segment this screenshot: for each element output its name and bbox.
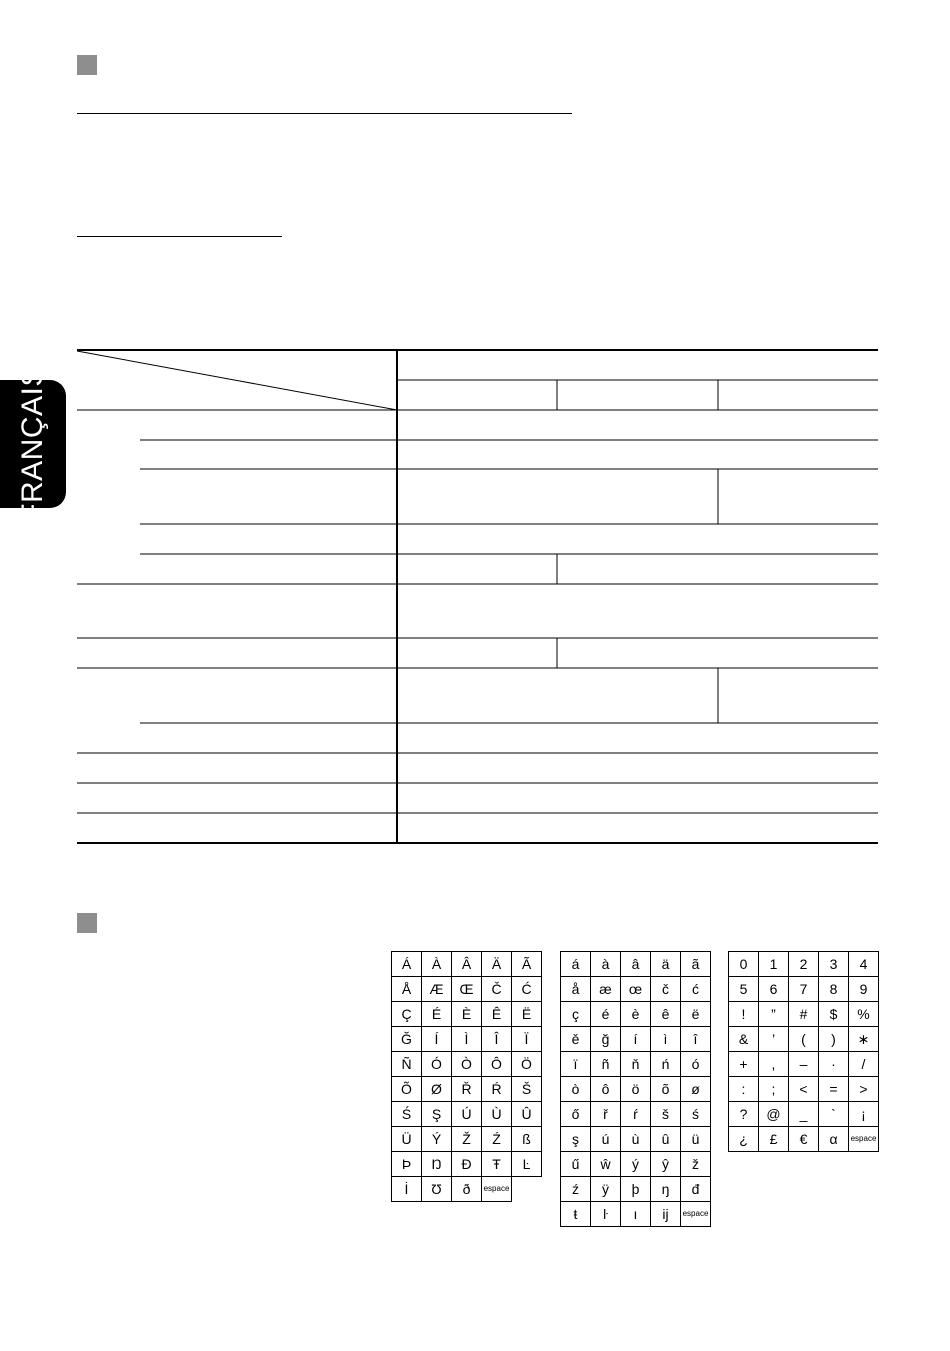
char-cell: ı [621,1202,651,1227]
char-cell: ” [759,1002,789,1027]
char-cell: å [561,977,591,1002]
char-cell: 4 [849,952,879,977]
char-cell: Ì [452,1027,482,1052]
char-cell: ã [681,952,711,977]
char-cell: Ø [422,1077,452,1102]
char-cell: î [681,1027,711,1052]
char-cell: đ [681,1177,711,1202]
char-row [392,977,542,1002]
char-cell: % [849,1002,879,1027]
char-cell: ğ [591,1027,621,1052]
char-row [729,1077,879,1102]
char-cell: Ŋ [422,1152,452,1177]
space-cell: espace [482,1177,512,1202]
char-cell: ŀ [591,1202,621,1227]
char-cell: ? [729,1102,759,1127]
char-row [561,1027,711,1052]
char-cell: Ò [452,1052,482,1077]
char-cell: ě [561,1027,591,1052]
char-cell: ú [591,1127,621,1152]
char-cell: Ŧ [482,1152,512,1177]
char-row [392,1027,542,1052]
char-cell: ŋ [651,1177,681,1202]
char-cell: Á [392,952,422,977]
char-cell: í [621,1027,651,1052]
char-cell: ó [681,1052,711,1077]
char-cell: Ž [452,1127,482,1152]
char-cell: š [651,1102,681,1127]
char-row [729,1127,879,1152]
char-cell: Ã [512,952,542,977]
char-cell: œ [621,977,651,1002]
char-cell: & [729,1027,759,1052]
char-cell: + [729,1052,759,1077]
char-cell: Þ [392,1152,422,1177]
char-cell: è [621,1002,651,1027]
char-cell: æ [591,977,621,1002]
char-cell: ij [651,1202,681,1227]
char-cell: 0 [729,952,759,977]
char-cell: ŵ [591,1152,621,1177]
char-cell: ÿ [591,1177,621,1202]
char-cell: Ź [482,1127,512,1152]
char-cell: Ï [512,1027,542,1052]
char-cell: > [849,1077,879,1102]
char-row [561,1002,711,1027]
char-row [392,1127,542,1152]
char-cell: ù [621,1127,651,1152]
char-cell: # [789,1002,819,1027]
char-row [561,1177,711,1202]
char-row [561,1077,711,1102]
char-row [729,952,879,977]
char-row [392,1152,542,1177]
char-cell: Ñ [392,1052,422,1077]
char-cell: Ç [392,1002,422,1027]
char-cell: Û [512,1102,542,1127]
char-cell: Ü [392,1127,422,1152]
char-cell: ü [681,1127,711,1152]
char-cell: ň [621,1052,651,1077]
char-row [392,1052,542,1077]
char-cell: Ř [452,1077,482,1102]
char-cell: α [819,1127,849,1152]
char-cell: Ô [482,1052,512,1077]
char-row [392,1102,542,1127]
char-row [561,1102,711,1127]
char-cell: À [422,952,452,977]
space-cell: espace [849,1127,879,1152]
char-cell: ź [561,1177,591,1202]
char-row [392,1002,542,1027]
char-cell: Ć [512,977,542,1002]
uppercase-char-table [391,951,542,1202]
char-cell: Õ [392,1077,422,1102]
char-cell: Î [482,1027,512,1052]
char-cell: Ä [482,952,512,977]
char-cell: ń [651,1052,681,1077]
char-cell: · [819,1052,849,1077]
char-cell: / [849,1052,879,1077]
char-cell: û [651,1127,681,1152]
char-cell: Ş [422,1102,452,1127]
char-cell: – [789,1052,819,1077]
char-cell: ć [681,977,711,1002]
lowercase-char-table [560,951,711,1227]
char-cell: ¿ [729,1127,759,1152]
char-cell: ï [561,1052,591,1077]
char-row [392,1077,542,1102]
char-cell: ŕ [621,1102,651,1127]
char-cell: ß [512,1127,542,1152]
char-cell: İ [392,1177,422,1202]
char-row [392,952,542,977]
char-cell: á [561,952,591,977]
char-cell: $ [819,1002,849,1027]
char-cell: 2 [789,952,819,977]
char-cell: ś [681,1102,711,1127]
char-cell: : [729,1077,759,1102]
char-cell: € [789,1127,819,1152]
char-cell: = [819,1077,849,1102]
char-cell: È [452,1002,482,1027]
char-cell: ’ [759,1027,789,1052]
char-cell: Ś [392,1102,422,1127]
empty-cell [512,1177,542,1202]
char-cell: 8 [819,977,849,1002]
char-cell: ¡ [849,1102,879,1127]
char-cell: Č [482,977,512,1002]
char-cell: Ö [512,1052,542,1077]
char-cell: ð [452,1177,482,1202]
char-cell: ç [561,1002,591,1027]
char-cell: ò [561,1077,591,1102]
char-cell: , [759,1052,789,1077]
char-cell: ö [621,1077,651,1102]
char-cell: ∗ [849,1027,879,1052]
char-row [561,977,711,1002]
char-cell: ì [651,1027,681,1052]
char-row [729,1002,879,1027]
char-cell: č [651,977,681,1002]
char-cell: Ʊ [422,1177,452,1202]
language-tab-label: FRANÇAIS [16,366,49,522]
char-cell: Ŕ [482,1077,512,1102]
char-cell: Ù [482,1102,512,1127]
char-cell: É [422,1002,452,1027]
char-cell: â [621,952,651,977]
char-cell: ê [651,1002,681,1027]
char-cell: Ê [482,1002,512,1027]
char-row [729,1027,879,1052]
char-row [561,1052,711,1077]
char-cell: 9 [849,977,879,1002]
char-cell: ø [681,1077,711,1102]
char-cell: Å [392,977,422,1002]
char-cell: ű [561,1152,591,1177]
char-cell: Ğ [392,1027,422,1052]
char-cell: Ú [452,1102,482,1127]
char-row [561,1127,711,1152]
char-cell: < [789,1077,819,1102]
char-cell: 6 [759,977,789,1002]
char-cell: @ [759,1102,789,1127]
char-cell: ŷ [651,1152,681,1177]
char-cell: ñ [591,1052,621,1077]
char-cell: Æ [422,977,452,1002]
char-cell: ! [729,1002,759,1027]
char-cell: ž [681,1152,711,1177]
char-cell: à [591,952,621,977]
section-marker-2 [77,913,97,933]
char-cell: ô [591,1077,621,1102]
char-cell: ý [621,1152,651,1177]
char-cell: Ý [422,1127,452,1152]
space-cell: espace [681,1202,711,1227]
char-cell: Í [422,1027,452,1052]
char-cell: 3 [819,952,849,977]
char-row [729,1102,879,1127]
char-cell: Â [452,952,482,977]
char-cell: ë [681,1002,711,1027]
char-cell: Ŀ [512,1152,542,1177]
char-cell: ; [759,1077,789,1102]
char-cell: Œ [452,977,482,1002]
symbol-char-table [728,951,879,1152]
char-cell: 7 [789,977,819,1002]
char-cell: þ [621,1177,651,1202]
char-cell: é [591,1002,621,1027]
char-cell: ` [819,1102,849,1127]
char-cell: ő [561,1102,591,1127]
char-cell: 1 [759,952,789,977]
char-cell: ş [561,1127,591,1152]
char-cell: 5 [729,977,759,1002]
char-cell: Š [512,1077,542,1102]
char-cell: Ó [422,1052,452,1077]
char-cell: ř [591,1102,621,1127]
char-cell: ( [789,1027,819,1052]
char-row [561,952,711,977]
char-cell: Đ [452,1152,482,1177]
char-row [561,1202,711,1227]
char-row [561,1152,711,1177]
char-row [729,1052,879,1077]
char-cell: £ [759,1127,789,1152]
char-cell: ä [651,952,681,977]
char-cell: Ë [512,1002,542,1027]
char-cell: õ [651,1077,681,1102]
char-row [729,977,879,1002]
char-cell: ) [819,1027,849,1052]
char-row [392,1177,542,1202]
char-cell: _ [789,1102,819,1127]
char-cell: ŧ [561,1202,591,1227]
